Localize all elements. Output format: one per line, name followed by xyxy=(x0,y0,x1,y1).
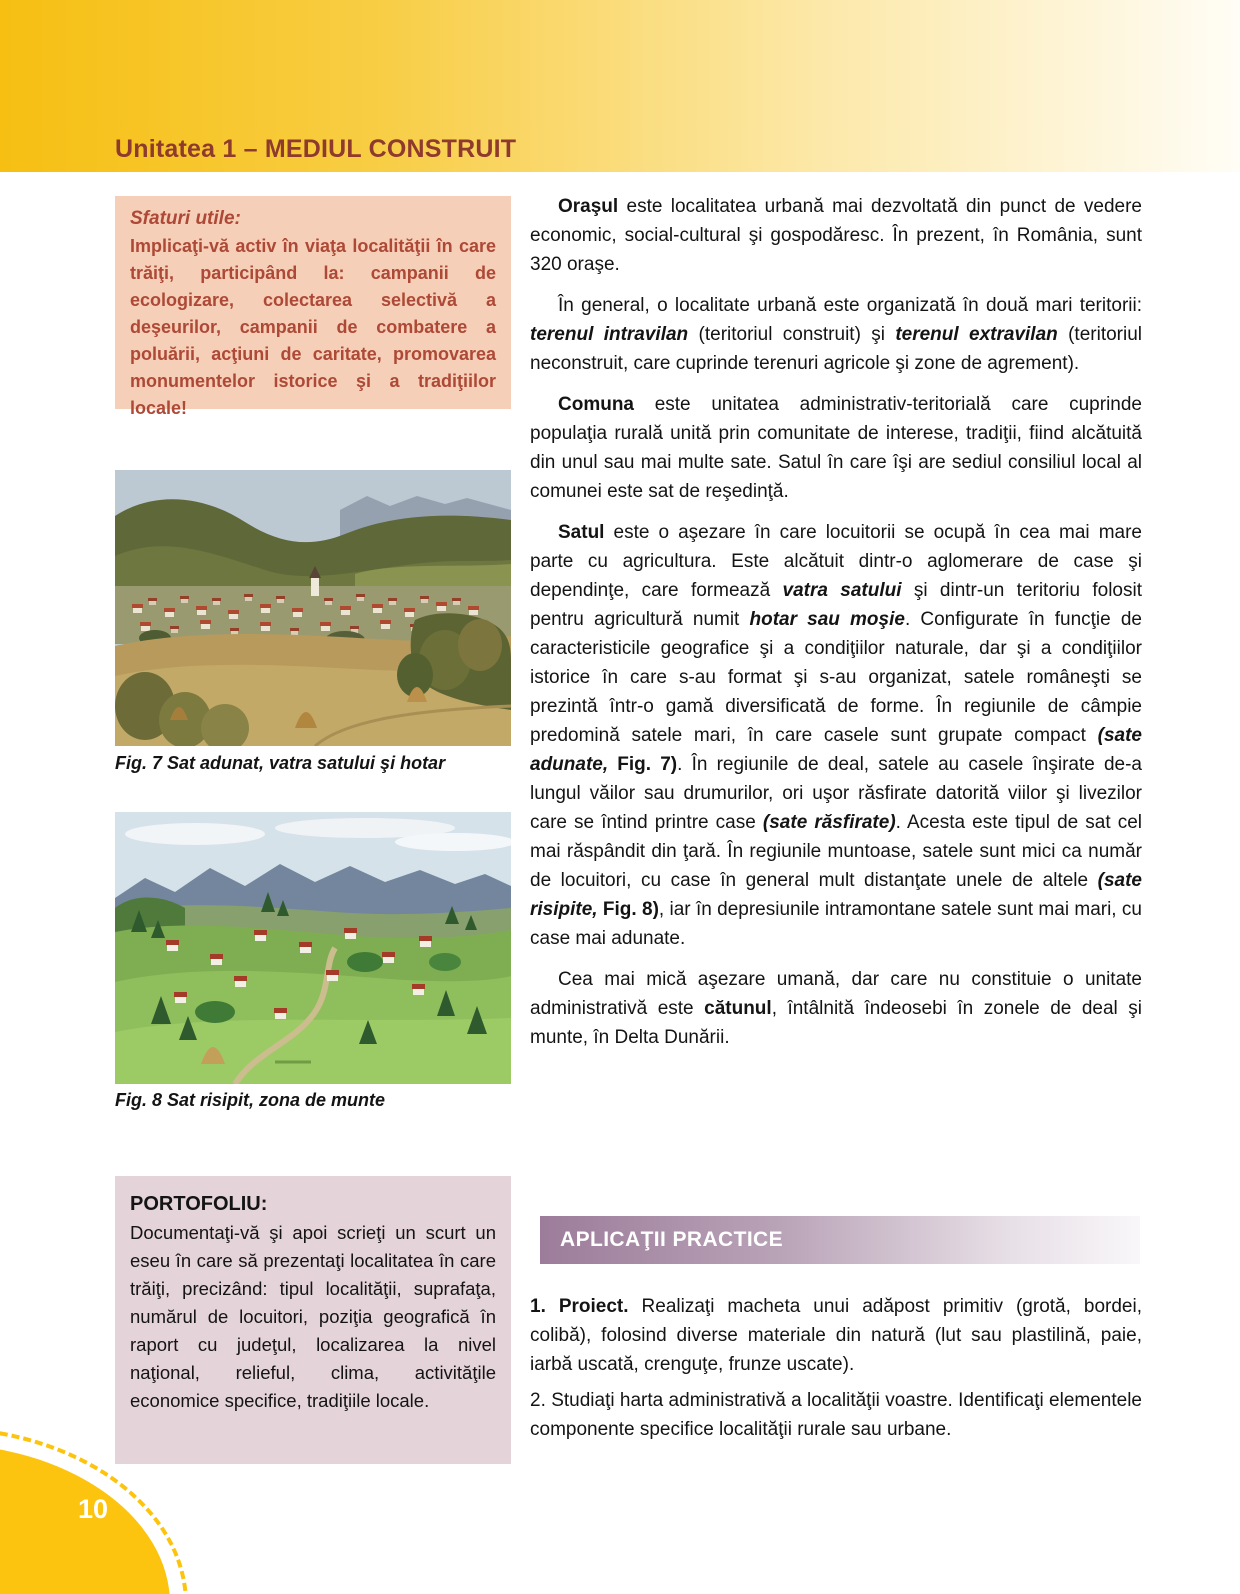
practice-list xyxy=(530,1292,1142,1451)
fig8-caption: Fig. 8 Sat risipit, zona de munte xyxy=(115,1090,386,1110)
practice-title: APLICAŢII PRACTICE xyxy=(560,1228,784,1251)
page-title: Unitatea 1 – MEDIUL CONSTRUIT xyxy=(115,135,517,163)
body-paragraph-comuna: Comuna este unitatea administrativ-teritorială care cuprinde populaţia rurală unită prin comunitate de interese, tradiţii, fiind alcătuită din unul sau mai multe sate. Satul în care îşi are sediul consiliul local al comunei este sat de reşedinţă. xyxy=(530,394,1142,502)
village-photo-sat-adunat xyxy=(115,470,511,746)
figure-sat-risipit xyxy=(115,812,511,1084)
figure-sat-adunat xyxy=(115,470,511,746)
body-paragraph-catunul: Cea mai mică aşezare umană, dar care nu constituie o unitate administrativă este cătunul, întâlnită îndeosebi în zonele de deal şi munte, în Delta Dunării. xyxy=(530,969,1142,1048)
practice-header xyxy=(540,1216,1140,1264)
village-photo-sat-risipit xyxy=(115,812,511,1084)
tips-title: Sfaturi utile: xyxy=(130,208,241,229)
practice-item-2: 2. Studiaţi harta administrativă a localităţii voastre. Identificaţi elementele componente specifice localităţii rurale sau urbane. xyxy=(530,1390,1142,1440)
tips-box xyxy=(115,196,511,418)
practice-item-1: 1. Proiect. Realizaţi macheta unui adăpost primitiv (grotă, bordei, colibă), folosind diverse materiale din natură (lut sau plastilină, paie, iarbă uscată, crenguţe, frunze uscate). xyxy=(530,1296,1142,1375)
portfolio-body: Documentaţi-vă şi apoi scrieţi un scurt un eseu în care să prezentaţi localitatea în care trăiţi, precizând: tipul localităţii, suprafaţa, numărul de locuitori, poziţia geografică în raport cu judeţul, localizarea la nivel naţional, relieful, clima, activităţile economice specifice, tradiţiile locale. xyxy=(130,1222,496,1411)
fig7-caption: Fig. 7 Sat adunat, vatra satului şi hotar xyxy=(115,753,446,773)
body-paragraph-satul: Satul este o aşezare în care locuitorii se ocupă în cea mai mare parte cu agricultura. Este alcătuit dintr-o aglomerare de case şi dependinţe, care formează vatra satului şi dintr-un teritoriu folosit pentru agricultură numit hotar sau moşie. Configurate în funcţie de caracteristicile geografice şi a condiţiilor naturale, dar şi a condiţiilor istorice în care s-au format şi s-au organizat, satele româneşti se prezintă într-o gamă diversificată de forme. În regiunile de câmpie predomină satele mari, în care casele sunt grupate compact (sate adunate, Fig. 7). În regiunile de deal, satele au casele înşirate de-a lungul văilor sau drumurilor, ori uşor răsfirate datorită viilor şi livezilor care se întind printre case (sate răsfirate). Acesta este tipul de sat cel mai răspândit din ţară. În regiunile muntoase, satele sunt mici ca număr de locuitori, cu case în general mult distanţate unele de altele (sate risipite, Fig. 8), iar în depresiunile intramontane satele sunt mai mari, cu case mai adunate. xyxy=(530,522,1143,949)
header-band xyxy=(0,0,1240,172)
portfolio-box xyxy=(115,1176,511,1464)
page-number: 10 xyxy=(78,1494,109,1524)
body-paragraph-orasul: Oraşul este localitatea urbană mai dezvoltată din punct de vedere economic, social-cultural şi gospodăresc. În prezent, în România, sunt 320 oraşe. xyxy=(530,196,1142,275)
body-paragraph-teritorii: În general, o localitate urbană este organizată în două mari teritorii: terenul intravilan (teritoriul construit) şi terenul extravilan (teritoriul neconstruit, care cuprinde terenuri agricole şi zone de agrement). xyxy=(530,295,1143,374)
article-column xyxy=(530,192,1142,1064)
tips-body: Implicaţi-vă activ în viaţa localităţii în care trăiţi, participând la: campanii de ecologizare, colectarea selectivă a deşeurilor, campanii de combatere a poluării, acţiuni de caritate, promovarea monumentelor istorice şi a tradiţiilor locale! xyxy=(130,236,496,418)
portfolio-title: PORTOFOLIU: xyxy=(130,1193,268,1215)
